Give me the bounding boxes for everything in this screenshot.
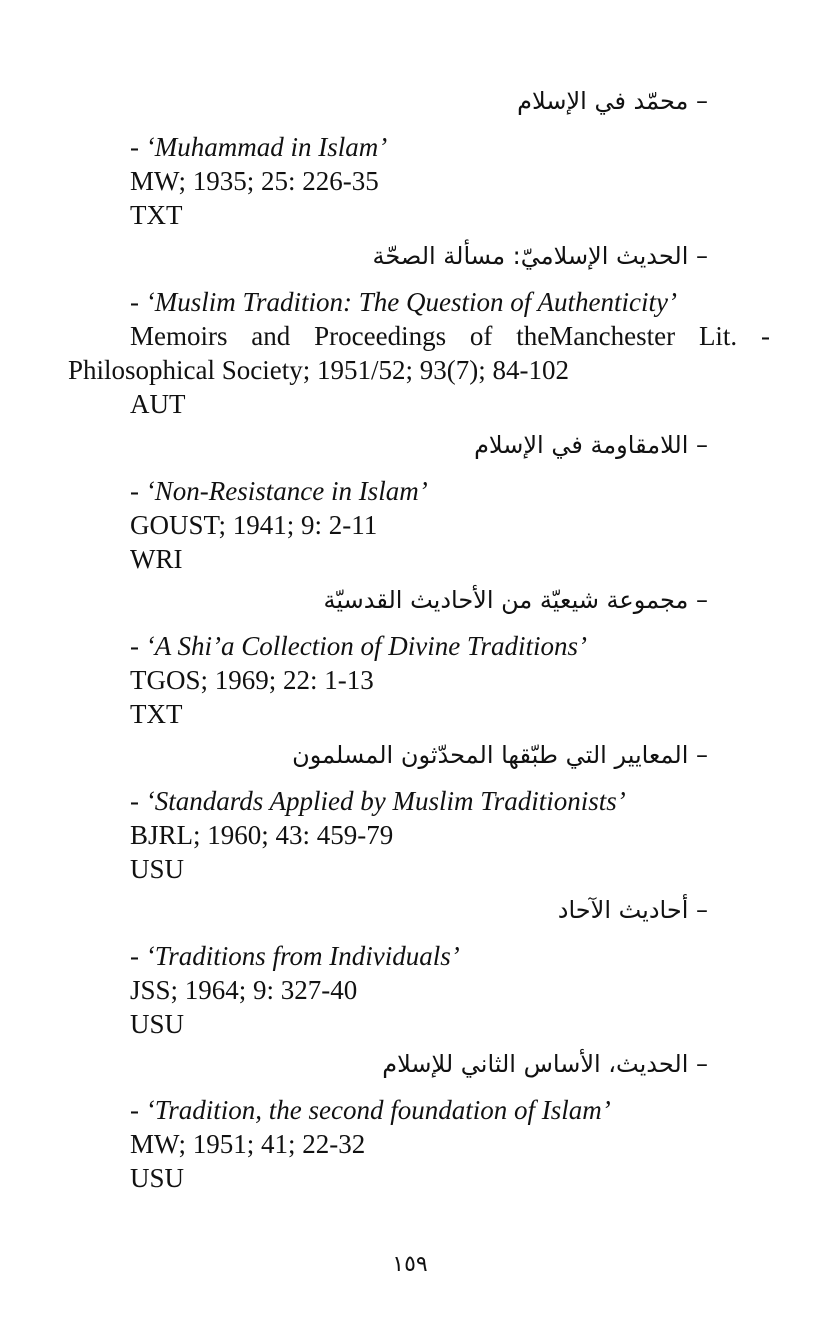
english-title: - ‘Non-Resistance in Islam’: [130, 476, 428, 506]
english-title: - ‘Traditions from Individuals’: [130, 941, 460, 971]
arabic-title: – الحديث الإسلاميّ: مسألة الصحّة: [372, 242, 708, 270]
category-code: USU: [130, 1163, 185, 1193]
arabic-title: – المعايير التي طبّقها المحدّثون المسلمون: [292, 741, 708, 769]
source-citation: Memoirs and Proceedings of theManchester Lit. -: [130, 321, 770, 351]
source-citation: MW; 1951; 41; 22-32: [130, 1129, 366, 1159]
source-citation: GOUST; 1941; 9: 2-11: [130, 510, 378, 540]
source-citation: TGOS; 1969; 22: 1-13: [130, 665, 374, 695]
arabic-title: – الحديث، الأساس الثاني للإسلام: [382, 1050, 708, 1078]
english-title: - ‘Standards Applied by Muslim Traditionists’: [130, 786, 626, 816]
page-number: ١٥٩: [392, 1252, 428, 1277]
source-citation: JSS; 1964; 9: 327-40: [130, 975, 358, 1005]
source-citation: MW; 1935; 25: 226-35: [130, 166, 379, 196]
source-citation: BJRL; 1960; 43: 459-79: [130, 820, 394, 850]
category-code: USU: [130, 1009, 185, 1039]
category-code: USU: [130, 854, 185, 884]
category-code: TXT: [130, 699, 183, 729]
category-code: TXT: [130, 200, 183, 230]
english-title: - ‘A Shi’a Collection of Divine Traditions’: [130, 631, 587, 661]
source-citation-continued: Philosophical Society; 1951/52; 93(7); 84-102: [68, 355, 569, 385]
english-title: - ‘Muhammad in Islam’: [130, 132, 388, 162]
arabic-title: – أحاديث الآحاد: [557, 896, 708, 924]
arabic-title: – محمّد في الإسلام: [517, 87, 708, 115]
category-code: WRI: [130, 544, 183, 574]
category-code: AUT: [130, 389, 186, 419]
arabic-title: – اللامقاومة في الإسلام: [474, 431, 708, 459]
arabic-title: – مجموعة شيعيّة من الأحاديث القدسيّة: [323, 586, 708, 614]
english-title: - ‘Muslim Tradition: The Question of Authenticity’: [130, 287, 677, 317]
english-title: - ‘Tradition, the second foundation of Islam’: [130, 1095, 611, 1125]
